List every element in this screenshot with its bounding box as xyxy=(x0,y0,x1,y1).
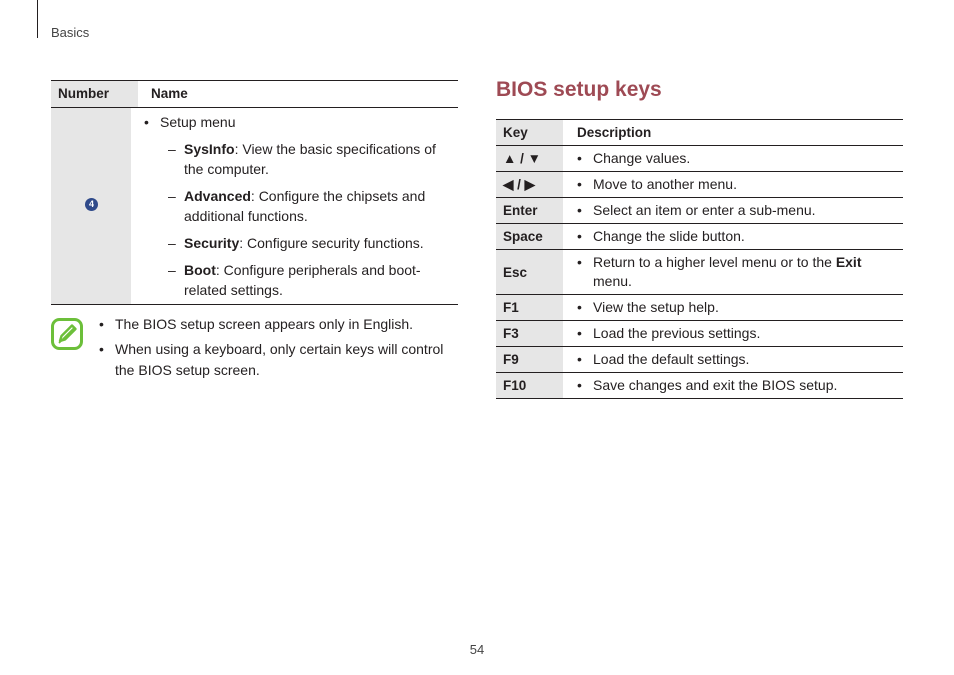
description-cell: Move to another menu. xyxy=(593,176,737,192)
table-row xyxy=(496,250,903,295)
list-item xyxy=(99,339,449,381)
sub-item-advanced xyxy=(168,186,450,226)
description-cell: Load the default settings. xyxy=(593,351,750,367)
table-row xyxy=(496,321,903,347)
column-header-name: Name xyxy=(151,86,188,101)
name-cell xyxy=(131,108,458,304)
page-title: BIOS setup keys xyxy=(496,78,662,101)
table-row xyxy=(496,198,903,224)
note-text: The BIOS setup screen appears only in English. xyxy=(115,316,414,332)
column-header-number: Number xyxy=(51,81,138,107)
bullet-icon: • xyxy=(144,114,149,130)
section-header: Basics xyxy=(51,25,90,40)
bullet-icon: • xyxy=(99,341,104,357)
bullet-icon: • xyxy=(577,228,582,244)
bullet-icon: • xyxy=(577,202,582,218)
number-cell xyxy=(51,108,131,304)
key-cell: Esc xyxy=(496,250,563,294)
bullet-icon: • xyxy=(577,176,582,192)
bullet-icon: • xyxy=(99,316,104,332)
list-item xyxy=(99,314,449,335)
key-cell: ▲ / ▼ xyxy=(496,146,563,171)
bullet-icon: • xyxy=(577,254,582,270)
term-desc: : Configure the chipsets and additional functions. xyxy=(184,188,426,224)
description-cell: Change the slide button. xyxy=(593,228,745,244)
bullet-icon: • xyxy=(577,351,582,367)
column-header-description: Description xyxy=(577,125,652,140)
key-cell: ◀ / ▶ xyxy=(496,172,563,197)
bios-keys-table xyxy=(496,119,903,399)
bullet-icon: • xyxy=(577,325,582,341)
key-cell: F9 xyxy=(496,347,563,372)
term-desc: : Configure security functions. xyxy=(239,235,424,251)
number-badge: 4 xyxy=(85,198,98,211)
key-cell: Space xyxy=(496,224,563,249)
key-cell: F3 xyxy=(496,321,563,346)
description-cell: Change values. xyxy=(593,150,691,166)
dash-icon: – xyxy=(168,188,176,204)
exit-term: Exit xyxy=(835,254,862,270)
term-desc: : View the basic specifications of the computer. xyxy=(184,141,436,177)
description-cell: Load the previous settings. xyxy=(593,325,761,341)
table-row xyxy=(496,295,903,321)
sub-item-boot xyxy=(168,260,450,300)
description-cell: Save changes and exit the BIOS setup. xyxy=(593,377,838,393)
note-pencil-icon xyxy=(51,318,83,350)
sub-item-sysinfo xyxy=(168,139,450,179)
dash-icon: – xyxy=(168,141,176,157)
sub-item-security xyxy=(168,233,450,253)
note-list xyxy=(99,314,449,385)
bullet-icon: • xyxy=(577,299,582,315)
term: Advanced xyxy=(184,188,251,204)
table-header xyxy=(51,81,458,108)
crop-mark xyxy=(37,0,38,38)
table-row xyxy=(496,347,903,373)
description-cell: View the setup help. xyxy=(593,299,719,315)
term: Security xyxy=(184,235,240,251)
description-cell: Select an item or enter a sub-menu. xyxy=(593,202,816,218)
dash-icon: – xyxy=(168,262,176,278)
bullet-icon: • xyxy=(577,150,582,166)
column-header-key: Key xyxy=(496,120,563,145)
dash-icon: – xyxy=(168,235,176,251)
note-text: When using a keyboard, only certain keys will control the BIOS setup screen. xyxy=(115,341,444,378)
table-header xyxy=(496,120,903,146)
key-cell: Enter xyxy=(496,198,563,223)
key-cell: F1 xyxy=(496,295,563,320)
table-row xyxy=(51,108,458,304)
term: SysInfo xyxy=(184,141,235,157)
term-desc: : Configure peripherals and boot-related settings. xyxy=(184,262,421,298)
number-name-table xyxy=(51,80,458,305)
table-row xyxy=(496,224,903,250)
table-row xyxy=(496,172,903,198)
description-cell: Return to a higher level menu or to the Exit menu. xyxy=(593,254,862,289)
table-row xyxy=(496,373,903,398)
list-item xyxy=(144,112,450,132)
term: Boot xyxy=(184,262,216,278)
bullet-icon: • xyxy=(577,377,582,393)
key-cell: F10 xyxy=(496,373,563,398)
page-number: 54 xyxy=(469,642,485,657)
setup-menu-label: Setup menu xyxy=(160,114,236,130)
table-row xyxy=(496,146,903,172)
